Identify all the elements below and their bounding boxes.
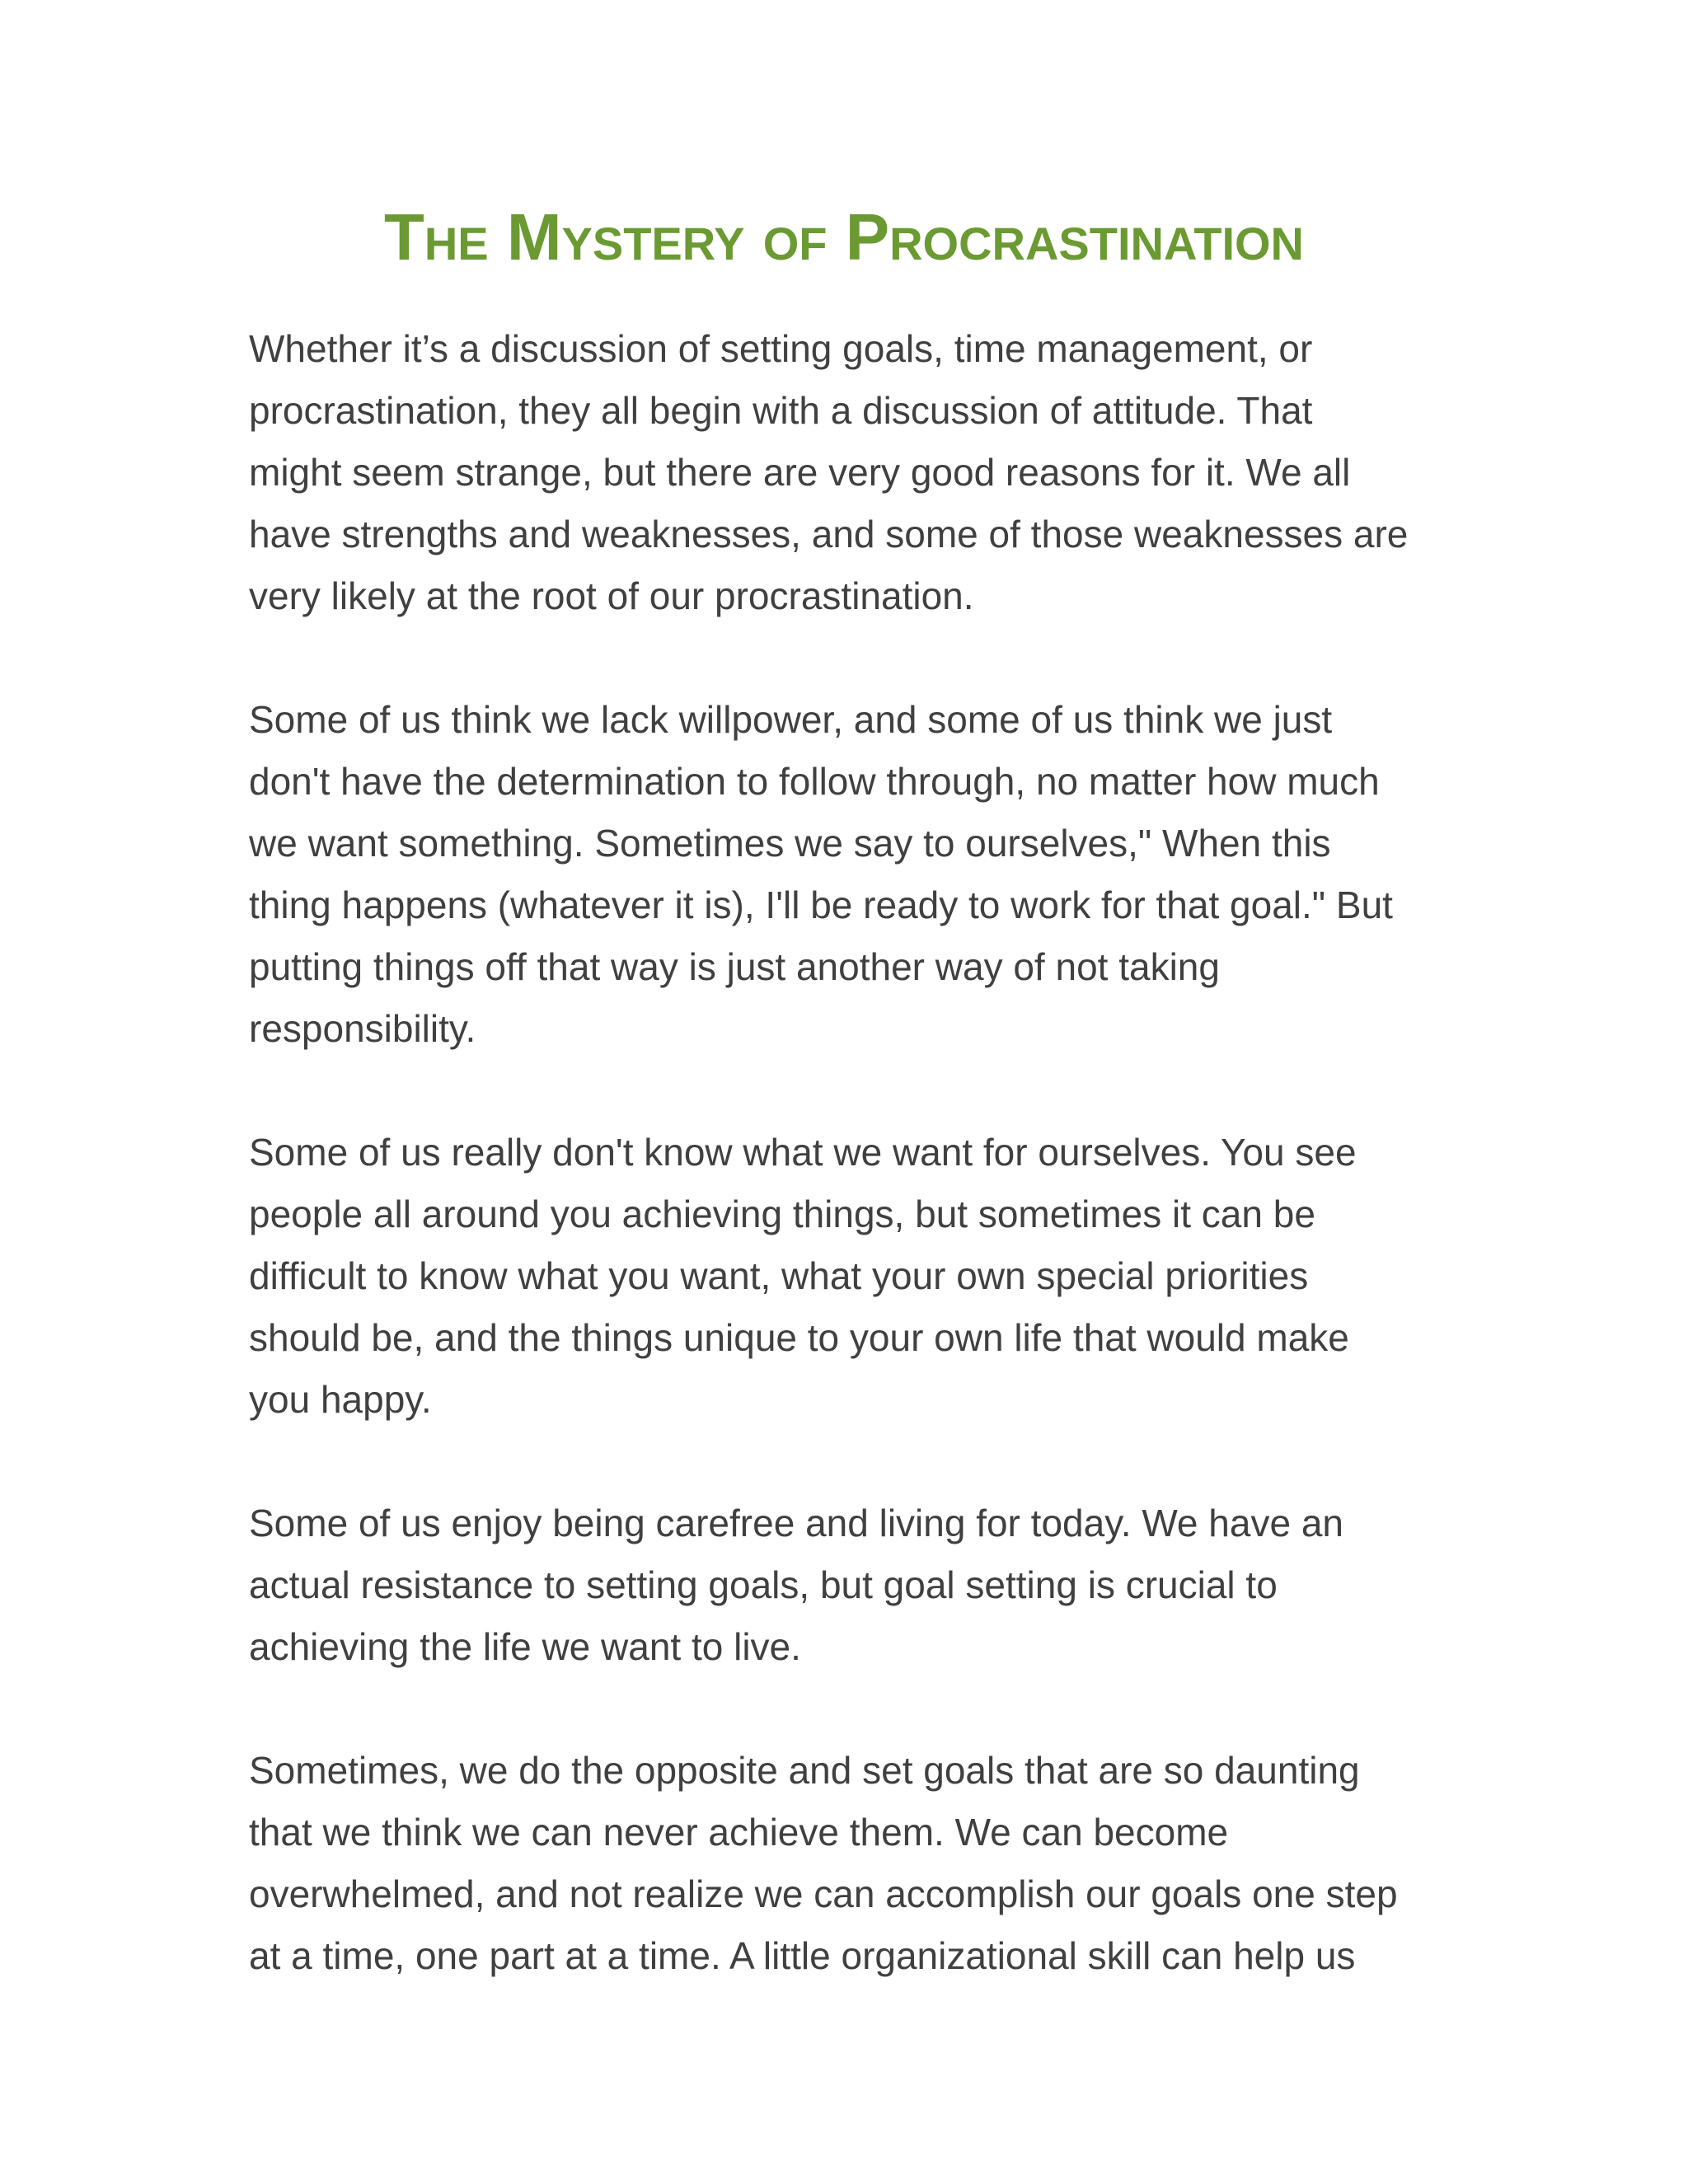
text-line: Some of us enjoy being carefree and living for today. We have an (249, 1502, 1343, 1544)
text-line: very likely at the root of our procrastination. (249, 574, 974, 617)
text-line: Some of us think we lack willpower, and some of us think we just (249, 698, 1333, 741)
text-line: don't have the determination to follow through, no matter how much (249, 760, 1380, 803)
paragraph-5 (249, 1740, 1444, 1987)
document-body (249, 318, 1444, 2049)
text-line: responsibility. (249, 1007, 476, 1050)
text-line: difficult to know what you want, what your own special priorities (249, 1254, 1309, 1297)
text-line: overwhelmed, and not realize we can accomplish our goals one step (249, 1872, 1398, 1915)
text-line: we want something. Sometimes we say to ourselves," When this (249, 822, 1331, 865)
paragraph-1 (249, 318, 1444, 627)
text-line: achieving the life we want to live. (249, 1625, 801, 1668)
paragraph-2 (249, 689, 1444, 1060)
text-line: at a time, one part at a time. A little organizational skill can help us (249, 1934, 1356, 1977)
text-line: thing happens (whatever it is), I'll be ready to work for that goal." But (249, 883, 1393, 926)
text-line: that we think we can never achieve them. We can become (249, 1811, 1229, 1854)
text-line: Whether it’s a discussion of setting goals, time management, or (249, 327, 1313, 370)
text-line: have strengths and weaknesses, and some of those weaknesses are (249, 513, 1409, 555)
page-title: The Mystery of Procrastination (383, 200, 1304, 274)
paragraph-3 (249, 1122, 1444, 1431)
text-line: should be, and the things unique to your own life that would make (249, 1316, 1349, 1359)
text-line: you happy. (249, 1378, 432, 1421)
text-line: Some of us really don't know what we want for ourselves. You see (249, 1131, 1357, 1174)
paragraph-4 (249, 1493, 1444, 1678)
text-line: people all around you achieving things, but sometimes it can be (249, 1193, 1315, 1235)
text-line: Sometimes, we do the opposite and set goals that are so daunting (249, 1749, 1360, 1792)
text-line: putting things off that way is just another way of not taking (249, 945, 1220, 988)
text-line: actual resistance to setting goals, but goal setting is crucial to (249, 1563, 1278, 1606)
text-line: might seem strange, but there are very good reasons for it. We all (249, 451, 1351, 494)
text-line: procrastination, they all begin with a discussion of attitude. That (249, 389, 1313, 432)
